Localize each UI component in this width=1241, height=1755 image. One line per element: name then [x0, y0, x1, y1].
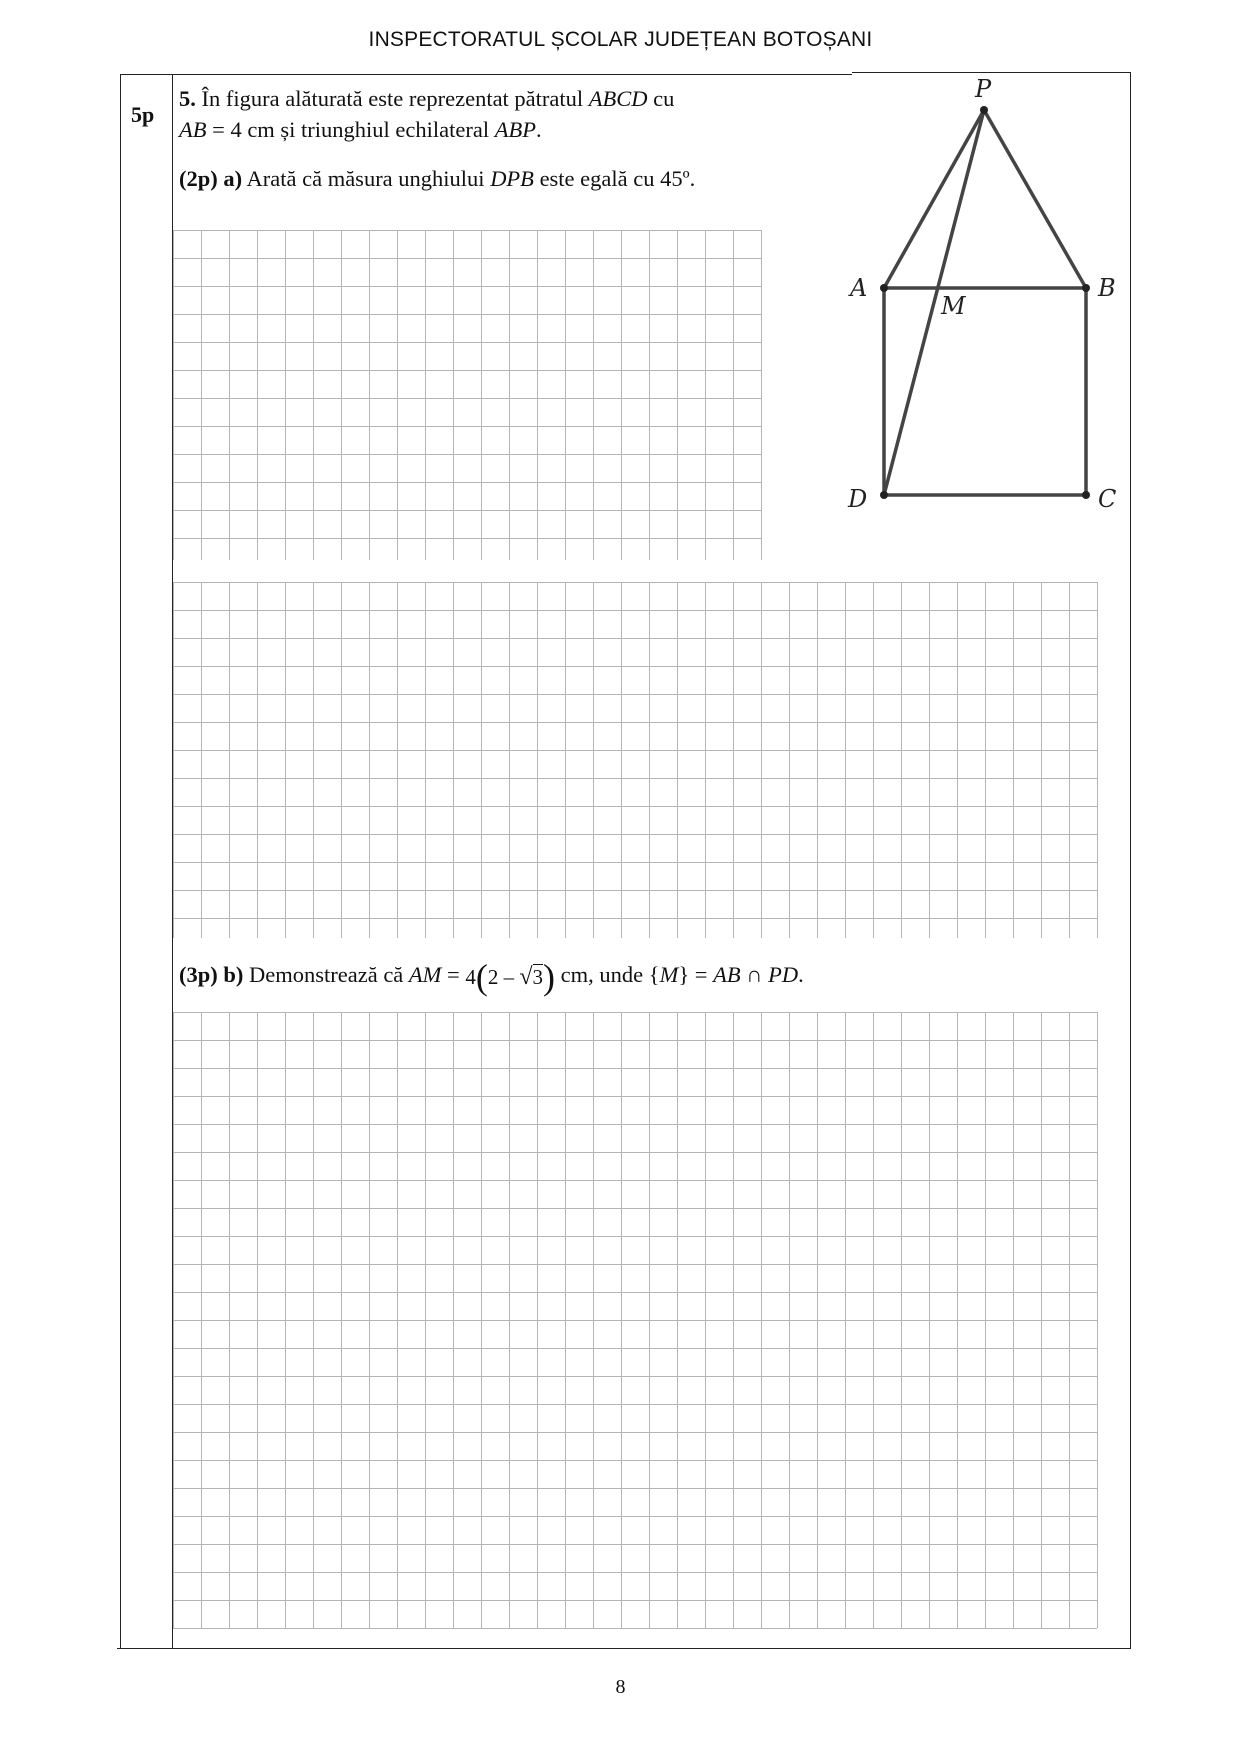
label-c: C: [1098, 485, 1117, 513]
problem-statement-line2: [179, 117, 542, 143]
segment-ab: AB: [713, 962, 741, 988]
vertex-d-dot: [880, 491, 888, 499]
intersection-symbol: ∩: [740, 962, 769, 988]
part-a-label: (2p) a): [179, 166, 243, 191]
formula-inner: 2 –: [487, 965, 520, 989]
problem-statement-line1: [179, 86, 674, 112]
angle-name: DPB: [490, 166, 534, 191]
part-a-text-end: este egală cu 45º.: [533, 166, 696, 191]
answer-grid-a-small[interactable]: [173, 230, 773, 560]
segment-am: AM: [408, 962, 442, 988]
page-number: 8: [615, 1676, 626, 1698]
label-b: B: [1098, 274, 1116, 302]
part-b-label: (3p) b): [179, 962, 244, 988]
square-name: ABCD: [588, 86, 648, 111]
vertex-c-dot: [1082, 491, 1090, 499]
part-b-text: Demonstrează că: [243, 962, 409, 988]
part-b-statement: [179, 956, 804, 998]
answer-grid-b[interactable]: [173, 1012, 1111, 1644]
statement-period: .: [535, 117, 542, 142]
part-a-statement: [179, 166, 695, 192]
vertex-a-dot: [880, 284, 888, 292]
radicand: 3: [532, 965, 544, 989]
side-name: AB: [179, 117, 207, 142]
part-b-period: .: [798, 962, 804, 988]
problem-number: 5.: [179, 86, 196, 111]
part-a-text: Arată că măsura unghiului: [242, 166, 491, 191]
frame-right-border: [1130, 72, 1131, 1649]
answer-grid-a-wide[interactable]: [173, 582, 1111, 938]
label-a: A: [850, 274, 868, 302]
equals-sign: =: [441, 962, 466, 988]
label-p: P: [975, 75, 992, 103]
vertex-p-dot: [980, 106, 988, 114]
statement-text: În figura alăturată este reprezentat pătratul: [201, 86, 589, 111]
geometry-figure: [840, 72, 1130, 532]
point-m: M: [659, 962, 679, 988]
page-header: INSPECTORATUL ȘCOLAR JUDEȚEAN BOTOȘANI: [368, 28, 873, 51]
points-cell: 5p: [131, 102, 155, 127]
frame-top-border: [120, 74, 852, 75]
label-d: D: [848, 485, 868, 513]
segment-bp: [984, 110, 1086, 288]
segment-pd: PD: [768, 962, 799, 988]
part-b-text-mid2: } =: [678, 962, 714, 988]
formula-paren-close: ): [543, 957, 556, 997]
formula-am: [465, 956, 555, 998]
formula-paren-open: (: [475, 957, 488, 997]
triangle-name: ABP: [494, 117, 536, 142]
part-b-text-mid: cm, unde {: [560, 962, 660, 988]
label-m: M: [941, 292, 966, 320]
segment-pd-line: [884, 110, 984, 495]
formula-coef: 4: [465, 965, 476, 989]
segment-ap: [884, 110, 984, 288]
vertex-b-dot: [1082, 284, 1090, 292]
side-value: = 4 cm și triunghiul echilateral: [206, 117, 495, 142]
frame-left-border: [120, 74, 121, 1649]
statement-text-end: cu: [647, 86, 675, 111]
sqrt-symbol: √: [519, 964, 533, 990]
frame-bottom-border: [117, 1648, 1130, 1649]
